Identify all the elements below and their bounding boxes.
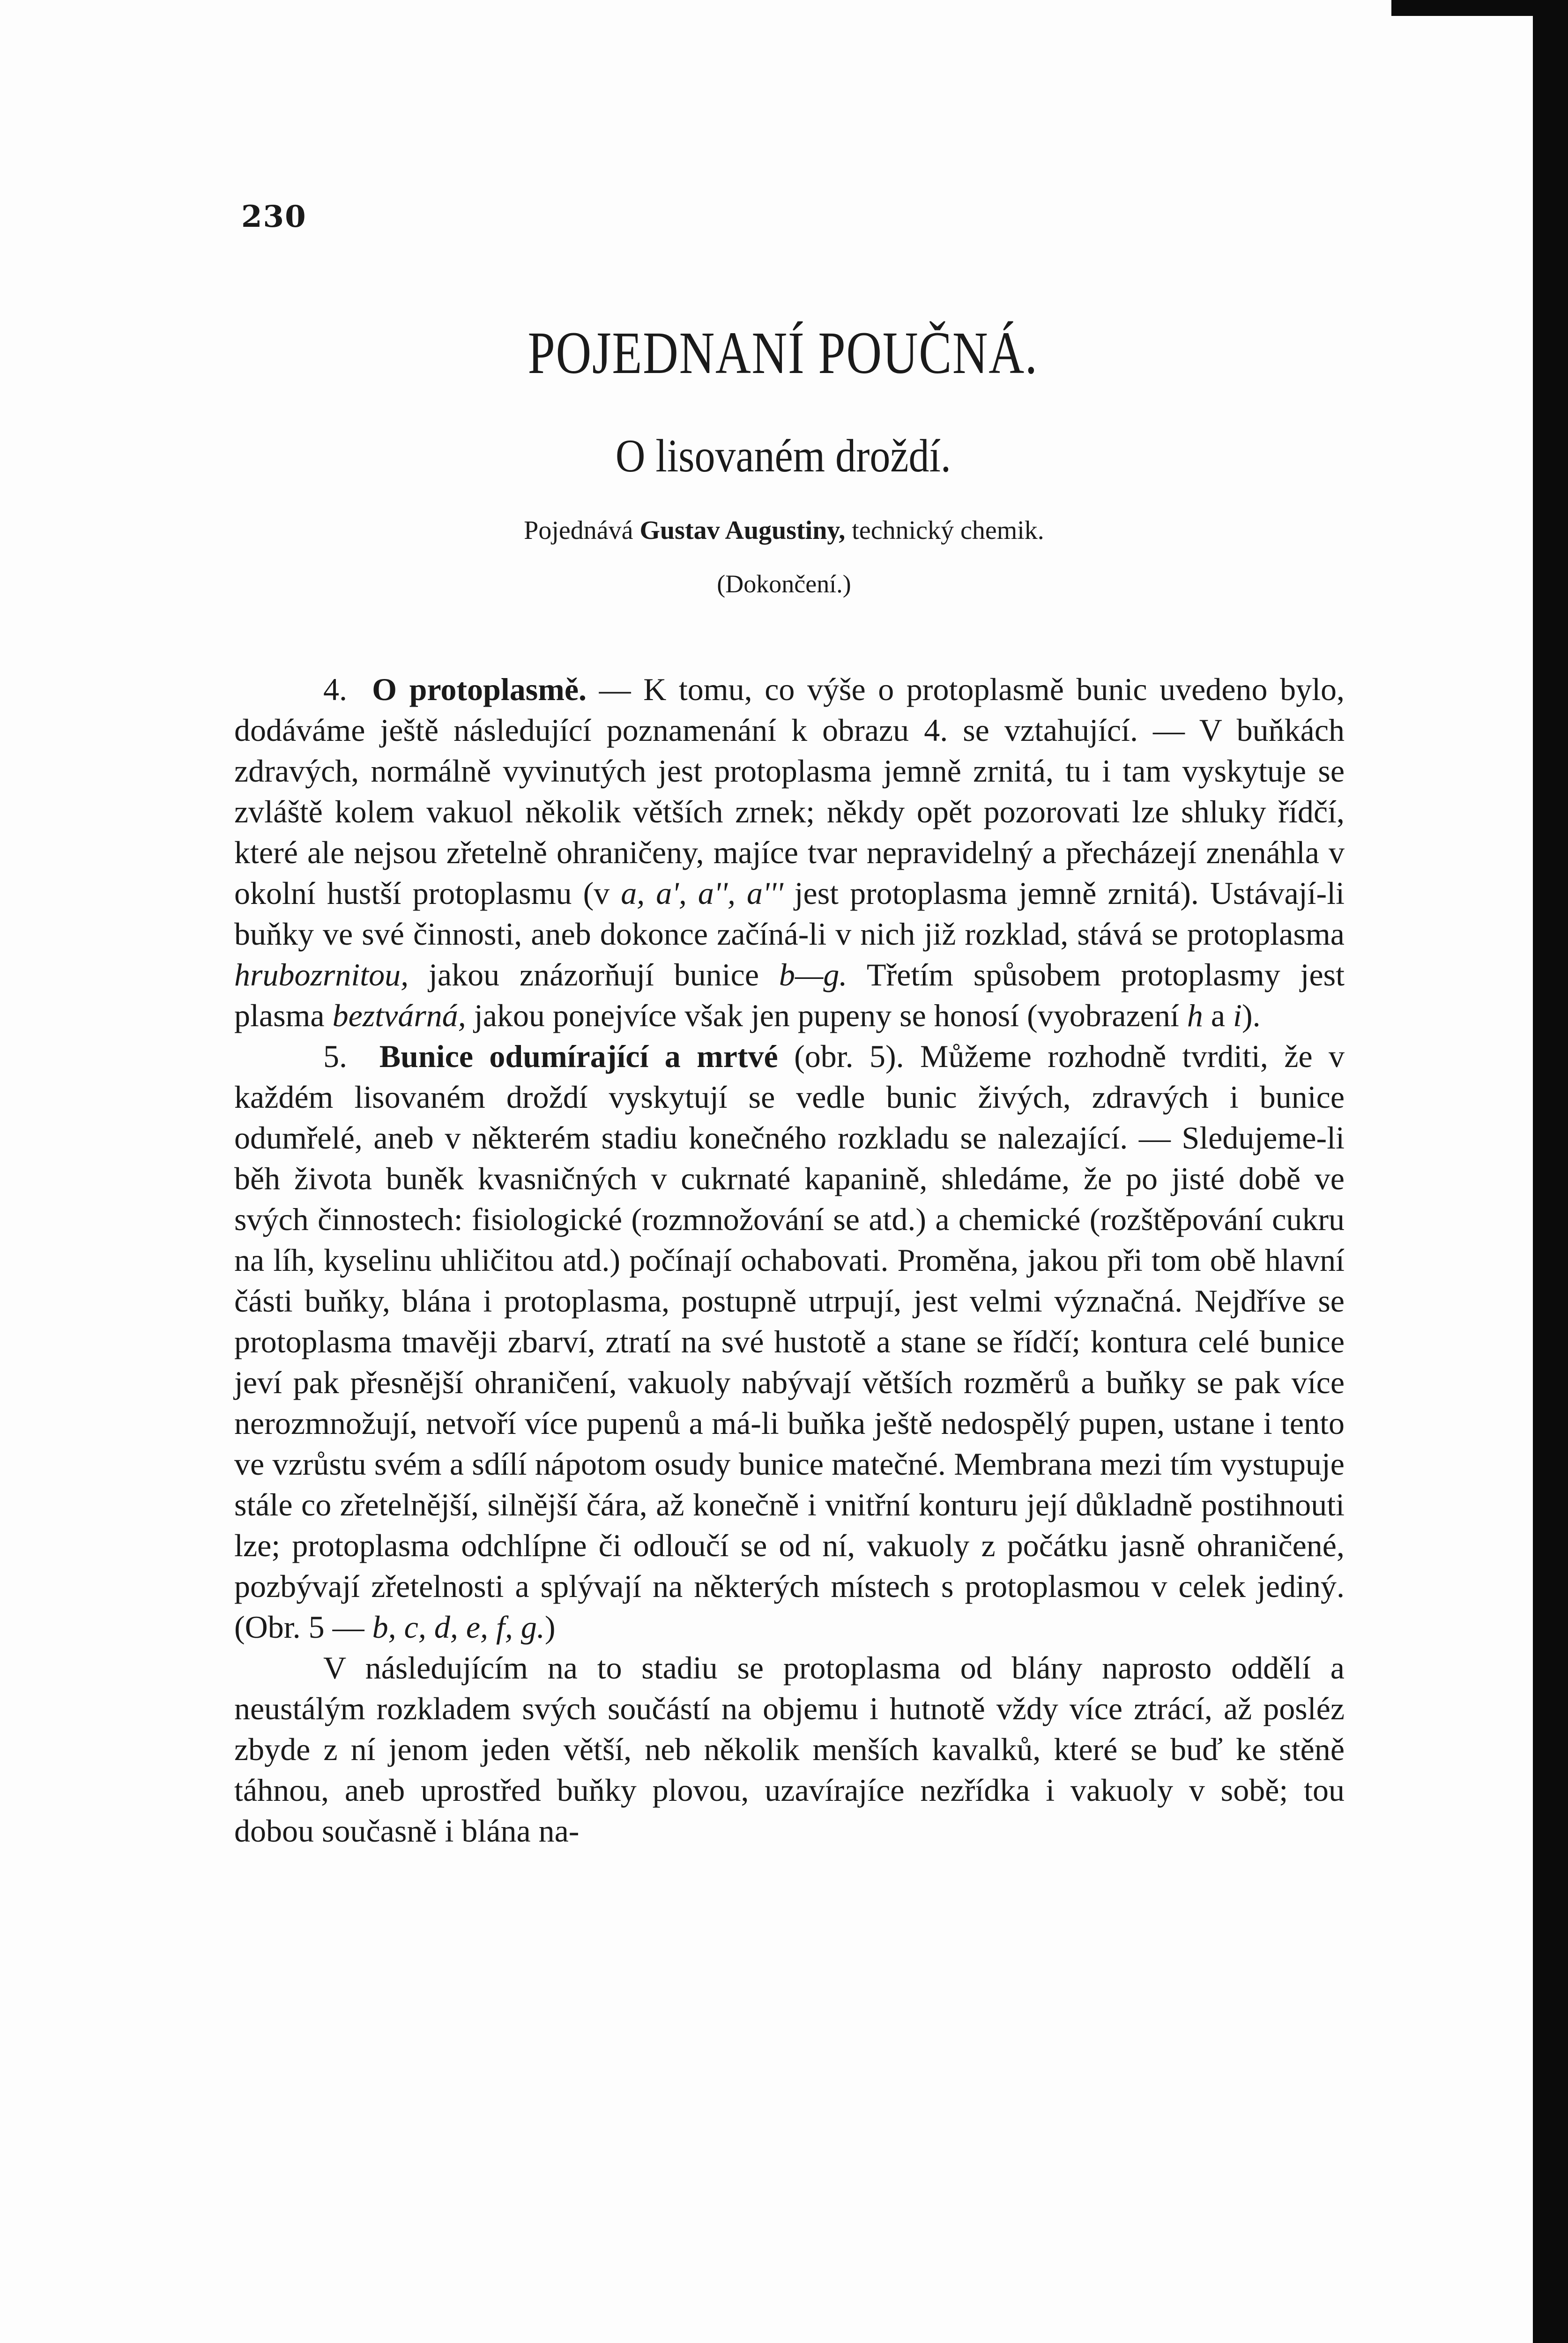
continued-note: (Dokončení.) [717, 570, 851, 598]
figure-label: i [1233, 998, 1242, 1033]
paragraph-text: — K tomu, co výše o protoplasmě bunic uvedeno bylo, dodáváme ještě následující poznamenání k obrazu 4. se vztahující. — V buňkách zdravých, normálně vyvinutých jest protoplasma jemně zrnitá, tu i tam vyskytuje se zvláště kolem vakuol několik větších zrnek; někdy opět pozorovati lze shluky řídčí, které ale nejsou zřetelně ohraničeny, majíce tvar nepravidelný a přecházejí znenáhla v okolní hustší protoplasmu (v [234, 672, 1345, 911]
paragraph-text: ). [1241, 998, 1261, 1033]
scan-edge-right [1533, 0, 1568, 2343]
paragraph-text: Třetím spůsobem protoplasmy jest plasma [234, 957, 1345, 1033]
paragraph-heading: O protoplasmě. [372, 672, 587, 707]
section-title: POJEDNANÍ POUČNÁ. [528, 320, 1038, 386]
paragraph-protoplasm [234, 669, 1345, 1036]
figure-labels: b, c, d, e, f, g. [372, 1609, 545, 1645]
article-body [234, 669, 1345, 1851]
paragraph-text: jest protoplasma jemně zrnitá). Ustávají-li buňky ve své činnosti, aneb dokonce začíná-li v nich již rozklad, stává se protoplasma [234, 875, 1345, 952]
figure-labels: b—g. [779, 957, 847, 992]
byline-prefix: Pojednává [524, 516, 633, 545]
paragraph-text: a [1203, 998, 1234, 1033]
paragraph-text: ) [544, 1609, 556, 1645]
paragraph-number: 5. [323, 1038, 347, 1074]
paragraph-text: V následujícím na to stadiu se protoplasma od blány naprosto oddělí a neustálým rozkladem svých součástí na objemu i hutnotě vždy více ztrácí, až posléz zbyde z ní jenom jeden větší, neb několik menších kavalků, které se buď ke stěně táhnou, aneb uprostřed buňky plovou, uzavírajíce nezřídka i vakuoly v sobě; tou dobou současně i blána na- [234, 1650, 1345, 1849]
figure-label: h [1187, 998, 1203, 1033]
paragraph-next-stage [234, 1648, 1345, 1851]
paragraph-number: 4. [323, 672, 347, 707]
article-title: O lisovaném droždí. [615, 430, 951, 482]
paragraph-text: jakou ponejvíce však jen pupeny se honosí (vyobrazení [466, 998, 1187, 1033]
byline-author: Gustav Augustiny, [639, 516, 846, 545]
byline [0, 515, 1568, 545]
paragraph-heading: Bunice odumírající a mrtvé [379, 1038, 778, 1074]
paragraph-dying-cells [234, 1036, 1345, 1648]
page-number: 230 [241, 199, 307, 234]
byline-role: technický chemik. [852, 516, 1044, 545]
figure-labels: a, a', a'', a''' [621, 875, 783, 911]
paragraph-text: jakou znázorňují bunice [409, 957, 779, 992]
paragraph-text: (obr. 5). Můžeme rozhodně tvrditi, že v každém lisovaném droždí vyskytují se vedle bunic živých, zdravých i bunice odumřelé, aneb v některém stadiu konečného rozkladu se nalezající. — Sledujeme-li běh života buněk kvasničných v cukrnaté kapanině, shledáme, že po jisté době ve svých činnostech: fisiologické (rozmnožování se atd.) a chemické (rozštěpování cukru na líh, kyselinu uhličitou atd.) počínají ochabovati. Proměna, jakou při tom obě hlavní části buňky, blána i protoplasma, postupně utrpují, jest velmi význačná. Nejdříve se protoplasma tmavěji zbarví, ztratí na své hustotě a stane se řídčí; kontura celé bunice jeví pak přesnější ohraničení, vakuoly nabývají větších rozměrů a buňky se pak více nerozmnožují, netvoří více pupenů a má-li buňka ještě nedospělý pupen, ustane i tento ve vzrůstu svém a sdílí nápotom osudy bunice matečné. Membrana mezi tím vystupuje stále co zřetelnější, silnější čára, až konečně i vnitřní konturu její důkladně postihnouti lze; protoplasma odchlípne či odloučí se od ní, vakuoly z počátku jasně ohraničené, pozbývají zřetelnosti a splývají na některých místech s protoplasmou v celek jediný. (Obr. 5 — [234, 1038, 1345, 1645]
emphasized-term: beztvárná, [332, 998, 466, 1033]
emphasized-term: hrubozrnitou, [234, 957, 409, 992]
